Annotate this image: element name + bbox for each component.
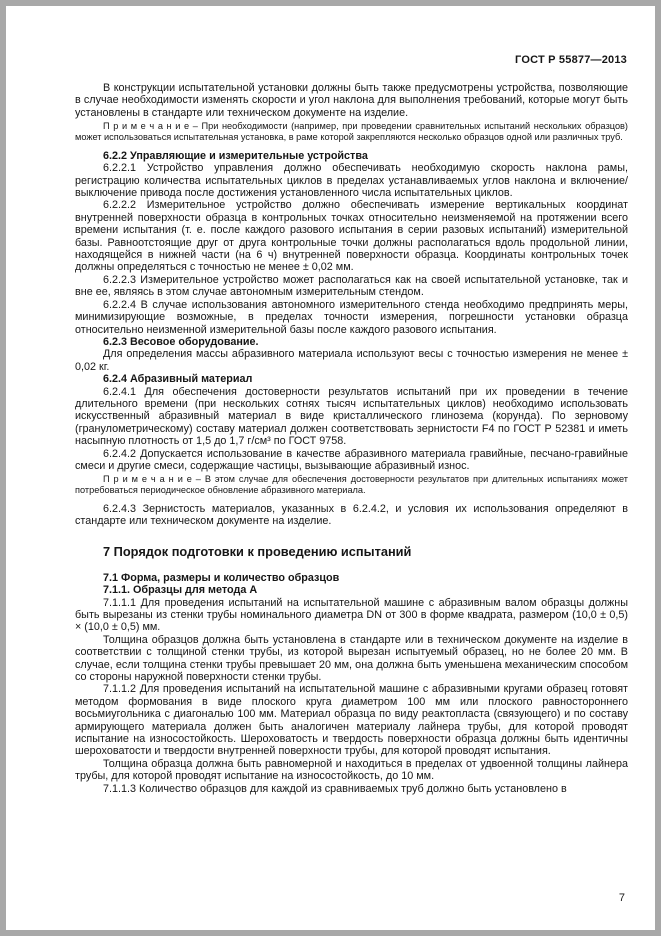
paragraph: 6.2.2.1 Устройство управления должно обеспечивать необходимую скорость наклона рамы, регистрацию количества испытательных циклов в пределах устанавливаемых углов наклона и включение/выключение привода после достижения установленного числа испытательных циклов. [75,162,628,200]
paragraph: 6.2.4.3 Зернистость материалов, указанных в 6.2.4.2, и условия их использования определяют в стандарте или техническом документе на изделие. [75,502,628,528]
paragraph: В конструкции испытательной установки должны быть также предусмотрены устройства, позволяющие в случае необходимости изменять скорости и угол наклона для выполнения требований, которые могут быть установлены в стандарте или техническом документе на изделие. [75,82,628,119]
paragraph: 6.2.2.4 В случае использования автономного измерительного стенда необходимо предпринять меры, минимизирующие возможные, в пределах точности измерения, погрешности установки образца относительно неизменной измерительной базы после каждого разового испытания. [75,298,628,336]
paragraph: 7.1.1.3 Количество образцов для каждой из сравниваемых труб должно быть установлено в [103,782,567,795]
sub-heading: 7.1.1. Образцы для метода А [103,584,258,597]
paragraph: 6.2.2.3 Измерительное устройство может располагаться как на своей испытательной установке, так и вне ее, являясь в этом случае автономным измерительным стендом. [75,273,628,299]
sub-heading: 7.1 Форма, размеры и количество образцов [103,571,340,584]
sub-heading: 6.2.2 Управляющие и измерительные устройства [103,149,368,162]
document-header [515,54,627,66]
paragraph: 7.1.1.2 Для проведения испытаний на испытательной машине с абразивными кругами образец готовят методом формования в виде плоского круга диаметром 100 мм или плоского равностороннего восьмиугольника с диагональю 100 мм. Материал образца по виду реактопласта (связующего) и по составу армирующего материала должен быть аналогичен материалу лайнера трубы, для которой проводят испытание на износостойкость. Шероховатость и твердость поверхности образца должны быть идентичны шероховатости и твердости внутренней поверхности трубы, для которой проводят испытания. [75,683,628,758]
section-heading: 7 Порядок подготовки к проведению испытаний [103,543,412,559]
paragraph: 6.2.2.2 Измерительное устройство должно обеспечивать измерение вертикальных координат внутренней поверхности образца в контрольных точках относительно неизменяемой на протяжении всего времени испытания (т. е. после каждого разового испытания в серии разовых испытаний) измерительной базы. Равноотстоящие друг от друга контрольные точки должны располагаться вдоль продольной линии, находящейся в нижней части (на 6 ч) внутренней поверхности образца. Координаты контрольных точек должны определяться с точностью не менее ± 0,02 мм. [75,199,628,274]
paragraph: 6.2.4.2 Допускается использование в качестве абразивного материала гравийные, песчано-гравийные смеси и другие смеси, содержащие частицы, вызывающие абразивный износ. [75,447,628,472]
doc-code: ГОСТ Р 55877—2013 [515,54,627,66]
paragraph: 7.1.1.1 Для проведения испытаний на испытательной машине с абразивным валом образцы должны быть вырезаны из стенки трубы номинального диаметра DN от 300 в форме квадрата, размером (10,0 ± 0,5) × (10,0 ± 0,5) мм. [75,596,628,634]
sub-heading: 6.2.4 Абразивный материал [103,373,253,386]
paragraph: Толщина образцов должна быть установлена в стандарте или в техническом документе на изделие в соответствии с толщиной стенки трубы, из которой вырезан испытуемый образец, но не более 20 мм. В случае, если толщина стенки трубы превышает 20 мм, она должна быть уменьшена механическим способом со стороны наружной поверхности стенки трубы. [75,633,628,684]
document-content [75,82,628,795]
sub-heading: 6.2.3 Весовое оборудование. [103,335,259,348]
note-paragraph: П р и м е ч а н и е – При необходимости (например, при проведении сравнительных испытаний нескольких образцов) может использоваться испытательная установка, в раме которой закрепляются несколько образцов одной или различных труб. [75,121,628,143]
document-footer [619,892,625,904]
document-page [6,6,655,930]
note-paragraph: П р и м е ч а н и е – В этом случае для обеспечения достоверности результатов при длительных испытаниях может потребоваться периодическое обновление абразивного материала. [75,474,628,496]
paragraph: Толщина образца должна быть равномерной и находиться в пределах от удвоенной толщины лайнера трубы, для которой проводят испытание на износостойкость, до 10 мм. [75,757,628,783]
paragraph: 6.2.4.1 Для обеспечения достоверности результатов испытаний при их проведении в течение длительного времени (при нескольких сотнях тысяч испытательных циклов) необходимо использовать искусственный абразивный материал в виде кристаллического глинозема (корунда). По зерновому (гранулометрическому) составу материал должен соответствовать зернистости F4 по ГОСТ Р 52381 и иметь насыпную плотность от 1,5 до 1,7 г/см³ по ГОСТ 9758. [75,385,628,448]
page-number: 7 [618,892,625,904]
paragraph: Для определения массы абразивного материала используют весы с точностью измерения не менее ± 0,02 кг. [75,348,628,373]
